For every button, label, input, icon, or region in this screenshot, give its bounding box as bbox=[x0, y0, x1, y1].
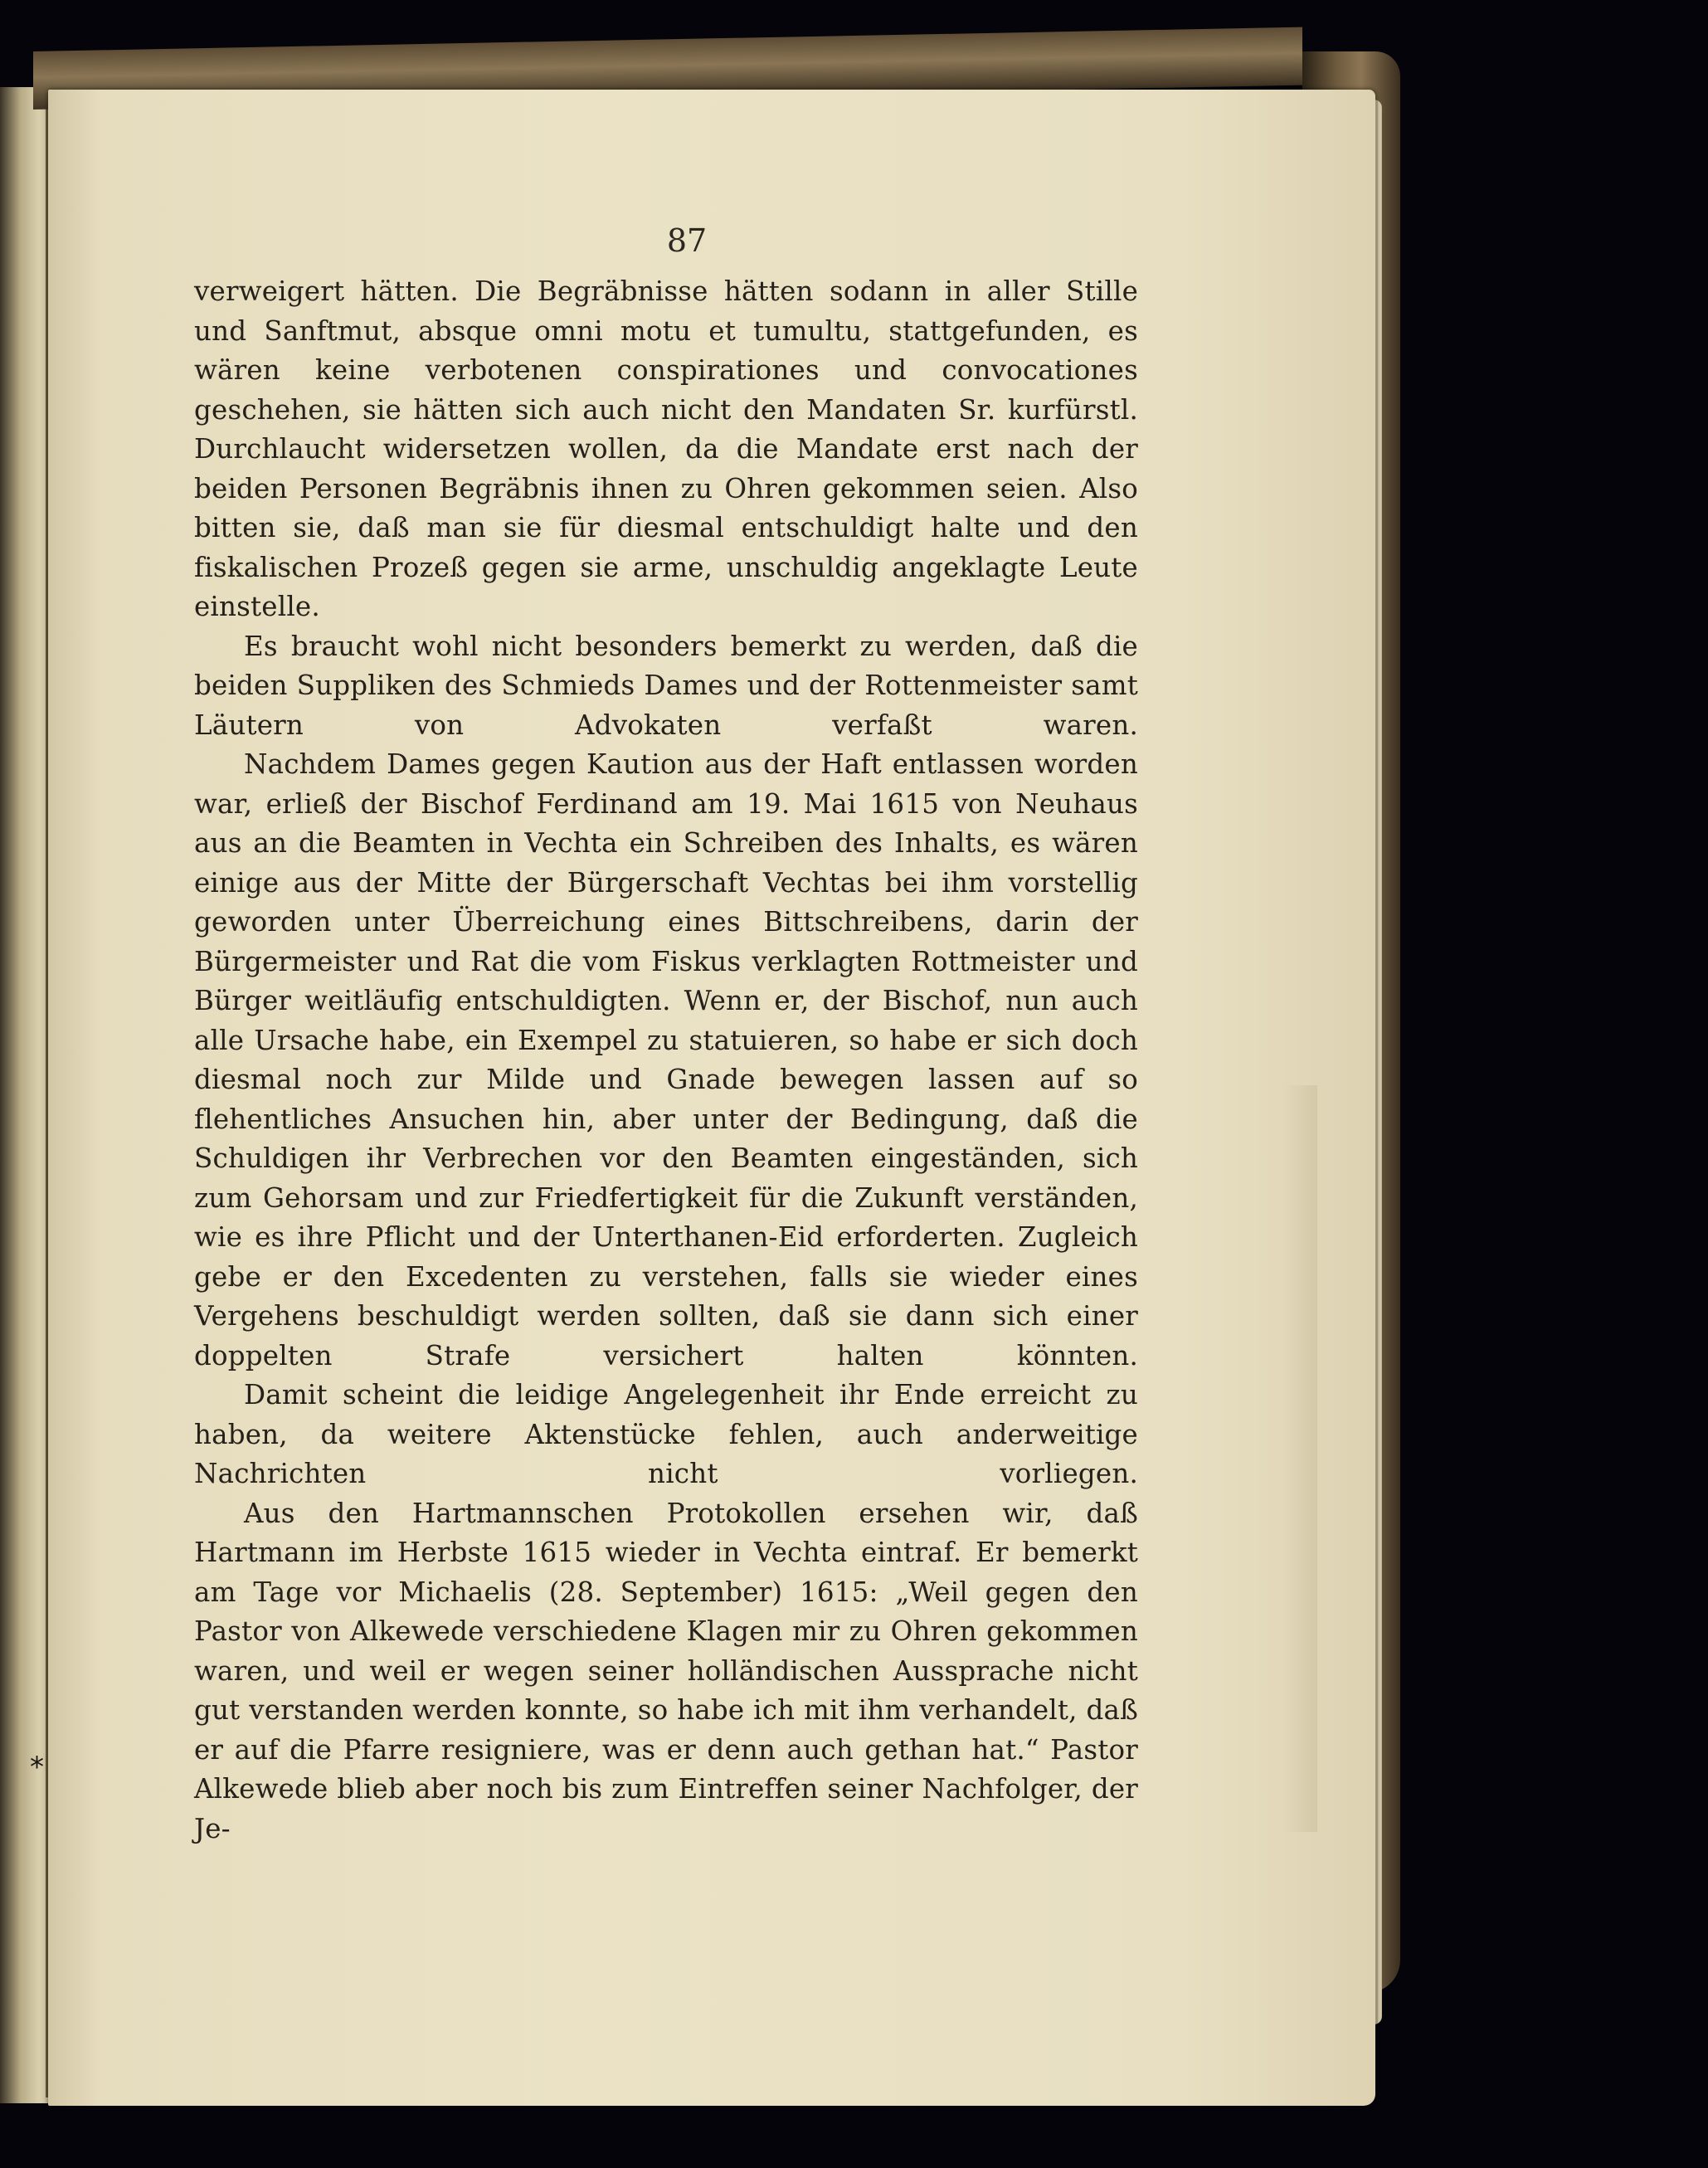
page-number: 87 bbox=[666, 222, 708, 259]
paragraph: Aus den Hartmannschen Protokollen ersehen wir, daß Hartmann im Herbste 1615 wieder in Vechta eintraf. Er bemerkt am Tage vor Michaelis (28. September) 1615: „Weil gegen den Pastor von Alkewede verschiedene Klagen mir zu Ohren gekommen waren, und weil er wegen seiner holländischen Aussprache nicht gut verstanden werden konnte, so habe ich mit ihm verhandelt, daß er auf die Pfarre resigniere, was er denn auch gethan hat.“ Pastor Alkewede blieb aber noch bis zum Eintreffen seiner Nachfolger, der Je- bbox=[194, 1497, 1138, 1844]
paragraph: verweigert hätten. Die Begräbnisse hätten sodann in aller Stille und Sanftmut, absque omni motu et tumultu, stattgefunden, es wären keine verbotenen conspirationes und convocationes geschehen, sie hätten sich auch nicht den Mandaten Sr. kurfürstl. Durchlaucht widersetzen wollen, da die Mandate erst nach der beiden Personen Begräbnis ihnen zu Ohren gekommen seien. Also bitten sie, daß man sie für diesmal entschuldigt halte und den fiskalischen Prozeß gegen sie arme, unschuldig angeklagte Leute einstelle. bbox=[194, 275, 1138, 622]
left-page-edge bbox=[0, 87, 51, 2103]
book-page bbox=[48, 90, 1375, 2106]
paragraph: Es braucht wohl nicht besonders bemerkt zu werden, daß die beiden Suppliken des Schmieds Dames und der Rottenmeister samt Läutern von Advokaten verfaßt waren. bbox=[194, 630, 1138, 741]
paragraph: Nachdem Dames gegen Kaution aus der Haft entlassen worden war, erließ der Bischof Ferdinand am 19. Mai 1615 von Neuhaus aus an die Beamten in Vechta ein Schreiben des Inhalts, es wären einige aus der Mitte der Bürgerschaft Vechtas bei ihm vorstellig geworden unter Überreichung eines Bittschreibens, darin der Bürgermeister und Rat die vom Fiskus verklagten Rottmeister und Bürger weitläufig entschuldigten. Wenn er, der Bischof, nun auch alle Ursache habe, ein Exempel zu statuieren, so habe er sich doch diesmal noch zur Milde und Gnade bewegen lassen auf so flehentliches Ansuchen hin, aber unter der Bedingung, daß die Schuldigen ihr Verbrechen vor den Beamten eingeständen, sich zum Gehorsam und zur Friedfertigkeit für die Zukunft verständen, wie es ihre Pflicht und der Unterthanen-Eid erforderten. Zugleich gebe er den Excedenten zu verstehen, falls sie wieder eines Vergehens beschuldigt werden sollten, daß sie dann sich einer doppelten Strafe versichert halten könnten. bbox=[194, 748, 1138, 1371]
margin-asterisk: * bbox=[30, 1751, 44, 1784]
page-stain bbox=[1284, 1085, 1317, 1832]
paragraph: Damit scheint die leidige Angelegenheit ihr Ende erreicht zu haben, da weitere Aktenstücke fehlen, auch anderweitige Nachrichten nicht vorliegen. bbox=[194, 1379, 1138, 1489]
page-body bbox=[194, 272, 1138, 1849]
